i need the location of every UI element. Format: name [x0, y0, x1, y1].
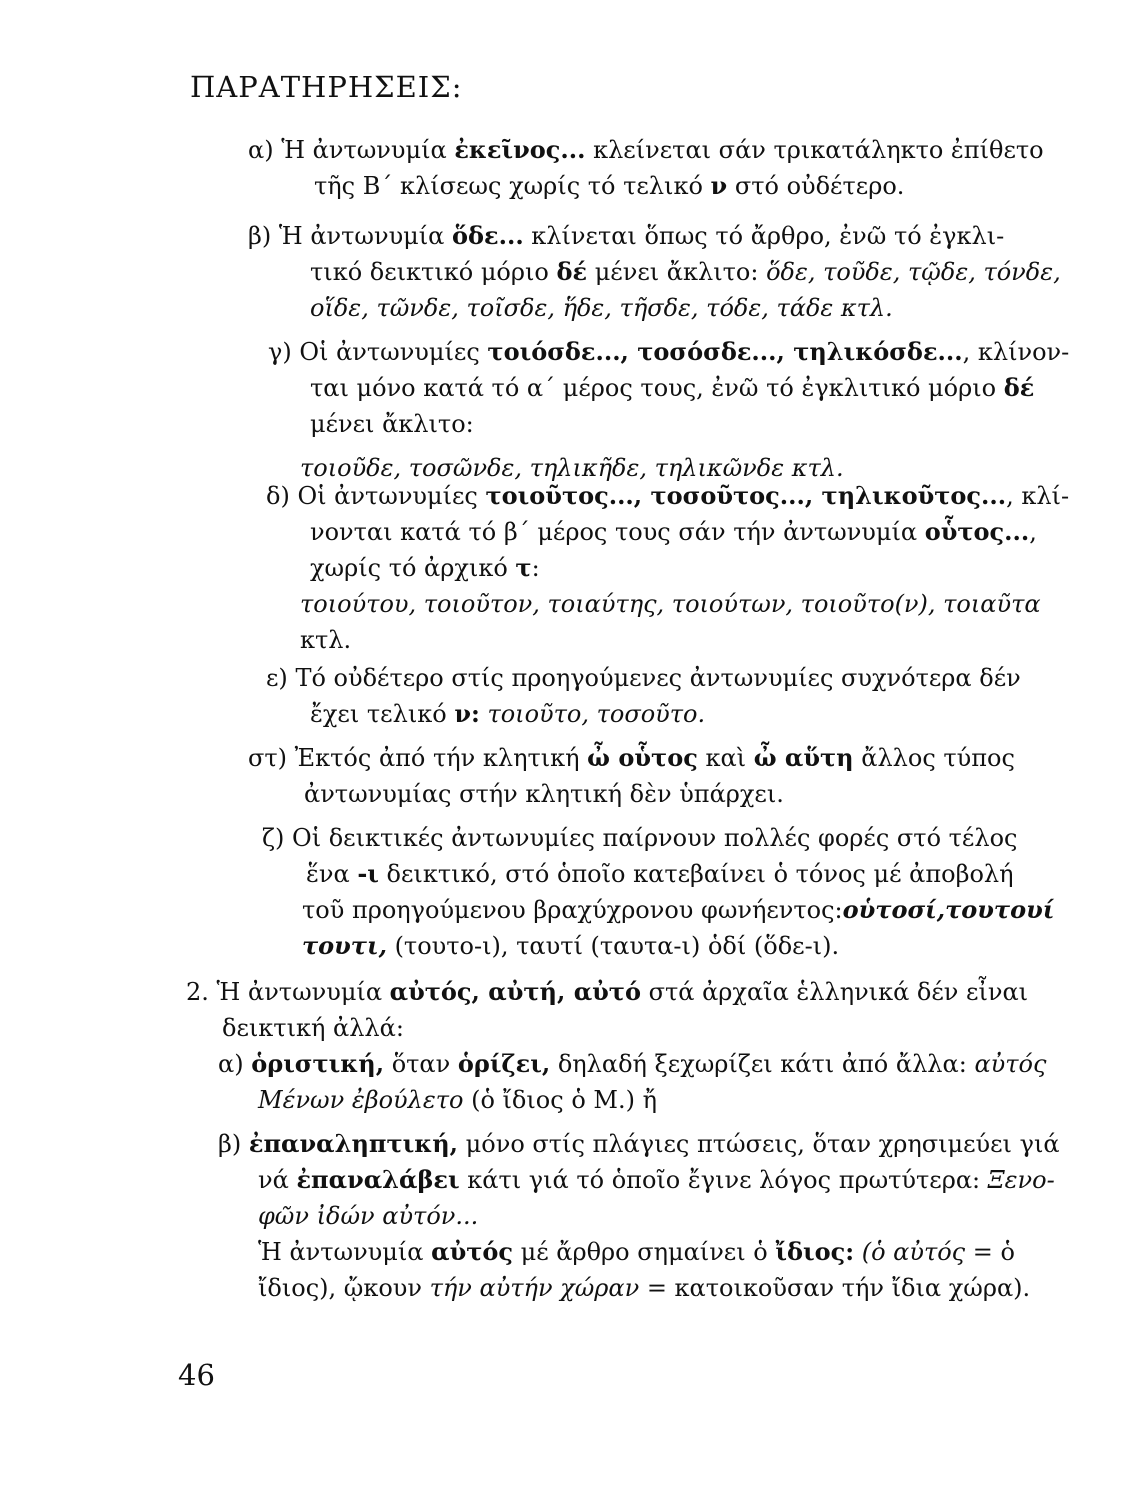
text-run: κλείνεται σάν τρικατάληκτο ἐπίθετο — [585, 136, 1044, 164]
text-line — [266, 586, 1069, 622]
text-run: τοιόσδε..., τοσόσδε..., τηλικόσδε... — [487, 337, 963, 366]
page-heading: ΠΑΡΑΤΗΡΗΣΕΙΣ: — [190, 70, 463, 104]
text-run: Ἡ ἀντωνυμία — [278, 222, 452, 250]
text-line — [262, 892, 1054, 928]
text-runs — [258, 1238, 1015, 1266]
text-run: τ — [515, 553, 532, 582]
item-label: ζ) — [262, 824, 285, 852]
item-label: β) — [248, 222, 272, 250]
text-run: αὐτός, αὐτή, αὐτό — [389, 977, 641, 1006]
text-run: αὐτός — [974, 1050, 1047, 1078]
text-run: οὗτος... — [924, 517, 1030, 546]
text-runs — [310, 518, 1037, 546]
text-run: Οἱ ἀντωνυμίες — [297, 482, 486, 510]
text-runs — [258, 1202, 478, 1230]
text-runs — [251, 1050, 1046, 1078]
text-run: ὅταν — [384, 1050, 458, 1078]
text-run: Ἡ ἀντωνυμία — [258, 1238, 432, 1266]
item-label: δ) — [266, 482, 290, 510]
text-run: ἴδιος), ᾤκουν — [258, 1274, 430, 1302]
text-run: μένει ἄκλιτο: — [587, 258, 767, 286]
text-run: κτλ. — [300, 626, 352, 654]
text-runs — [310, 374, 1034, 402]
text-run: φῶν ἰδών αὐτόν... — [258, 1202, 479, 1230]
note-stigma — [248, 740, 1015, 812]
text-line — [268, 334, 1069, 370]
text-run: , κλί- — [1006, 482, 1070, 510]
text-run: ται μόνο κατά τό α΄ μέρος τους, ἐνῶ τό ἐγκλιτικό μόριο — [310, 374, 1004, 402]
text-run: Μένων ἐβούλετο — [258, 1086, 464, 1114]
text-runs — [300, 626, 351, 654]
text-runs — [310, 410, 474, 438]
text-run: στά ἀρχαῖα ἑλληνικά δέν εἶναι — [640, 978, 1029, 1006]
note-gamma — [268, 334, 1069, 486]
text-run: τοιοῦτος..., τοσοῦτος..., τηλικοῦτος... — [485, 481, 1007, 510]
text-line — [218, 1198, 1060, 1234]
text-run: μόνο στίς πλάγιες πτώσεις, ὅταν χρησιμεύει γιά — [458, 1130, 1060, 1158]
text-run: ἐπαναλάβει — [296, 1165, 460, 1194]
text-run: ὅδε... — [452, 221, 524, 250]
item-label: γ) — [268, 338, 292, 366]
text-run: ἀντωνυμίας στήν κλητική δὲν ὑπάρχει. — [304, 780, 784, 808]
text-run: ν: — [454, 699, 480, 728]
text-run: Ἡ ἀντωνυμία — [281, 136, 455, 164]
text-run: -ι — [357, 859, 379, 888]
text-run: τοιοῦτο, τοσοῦτο. — [479, 700, 706, 728]
text-line — [262, 856, 1054, 892]
text-run: κλίνεται ὅπως τό ἄρθρο, ἐνῶ τό ἐγκλι- — [523, 222, 1005, 250]
item-label: ε) — [266, 664, 288, 692]
text-line — [218, 1270, 1060, 1306]
text-line — [248, 740, 1015, 776]
text-run: οἵδε, τῶνδε, τοῖσδε, ἥδε, τῆσδε, τόδε, τάδε κτλ. — [310, 294, 893, 322]
text-runs — [281, 136, 1043, 164]
text-run: νά — [258, 1166, 297, 1194]
text-runs — [302, 896, 1054, 924]
text-run: : — [531, 554, 540, 582]
text-run: ἐκεῖνος... — [454, 135, 586, 164]
page-number: 46 — [178, 1358, 215, 1392]
text-run: (ὁ αὐτός — [854, 1238, 966, 1266]
text-run: ὦ οὗτος — [587, 743, 698, 772]
text-runs — [297, 482, 1069, 510]
text-runs — [295, 664, 1020, 692]
text-run: νονται κατά τό β΄ μέρος τους σάν τήν ἀντωνυμία — [310, 518, 925, 546]
text-run: τικό δεικτικό μόριο — [310, 258, 557, 286]
text-run: δέ — [556, 257, 588, 286]
text-run: ὁριστική, — [251, 1049, 385, 1078]
text-run: κάτι γιά τό ὁποῖο ἔγινε λόγος πρωτύτερα: — [459, 1166, 988, 1194]
text-line — [266, 622, 1069, 658]
text-runs — [292, 824, 1017, 852]
text-line — [186, 974, 1028, 1010]
text-run: , κλίνον- — [962, 338, 1070, 366]
item-label: β) — [218, 1130, 242, 1158]
text-run: δεικτικό, στό ὁποῖο κατεβαίνει ὁ τόνος μέ ἀποβολή — [378, 860, 1014, 888]
text-run: τῆς Β΄ κλίσεως χωρίς τό τελικό — [314, 172, 711, 200]
text-line — [248, 776, 1015, 812]
note-delta — [266, 478, 1069, 658]
text-line — [218, 1234, 1060, 1270]
text-run: αὐτός — [431, 1237, 513, 1266]
note-zeta — [262, 820, 1054, 964]
text-line — [248, 168, 1044, 204]
text-line — [266, 478, 1069, 514]
text-runs — [300, 590, 1041, 618]
text-run: (τουτο-ι), ταυτί (ταυτα-ι) ὁδί (ὅδε-ι). — [386, 932, 840, 960]
text-run: τουτι, — [302, 931, 387, 960]
item-label: στ) — [248, 744, 288, 772]
text-runs — [217, 978, 1029, 1006]
section-number: 2. — [186, 978, 209, 1006]
text-run: ὅδε, τοῦδε, τῷδε, τόνδε, — [766, 258, 1061, 286]
text-run: ν — [710, 171, 728, 200]
text-run: τοιοῦδε, τοσῶνδε, τηλικῆδε, τηλικῶνδε κτλ. — [300, 454, 844, 482]
text-line — [268, 370, 1069, 406]
text-runs — [310, 554, 540, 582]
text-run: (ὁ ἴδιος ὁ Μ.) ἤ — [463, 1086, 657, 1114]
text-run: οὑτοσί,τουτουί — [842, 895, 1055, 924]
text-run: = κατοικοῦσαν τήν ἴδια χώρα). — [639, 1274, 1031, 1302]
text-run: δεικτική ἀλλά: — [222, 1014, 404, 1042]
text-line — [266, 696, 1021, 732]
text-runs — [295, 744, 1015, 772]
section-2-alpha — [218, 1046, 1046, 1118]
text-line — [268, 406, 1069, 442]
text-run: ἄλλος τύπος — [853, 744, 1015, 772]
text-run: ὁρίζει, — [457, 1049, 551, 1078]
text-line — [266, 660, 1021, 696]
text-runs — [258, 1086, 657, 1114]
text-run: μέ ἄρθρο σημαίνει ὁ — [513, 1238, 776, 1266]
text-line — [248, 254, 1061, 290]
text-runs — [222, 1014, 404, 1042]
text-runs — [258, 1166, 1055, 1194]
text-line — [266, 514, 1069, 550]
text-line — [248, 290, 1061, 326]
text-runs — [304, 780, 784, 808]
section-2-beta — [218, 1126, 1060, 1306]
text-line — [248, 132, 1044, 168]
text-line — [262, 820, 1054, 856]
text-run: ἴδιος: — [775, 1237, 855, 1266]
text-runs — [310, 294, 893, 322]
item-label: α) — [218, 1050, 244, 1078]
text-run: στό οὐδέτερο. — [727, 172, 905, 200]
note-epsilon — [266, 660, 1021, 732]
text-line — [218, 1082, 1046, 1118]
text-runs — [310, 258, 1061, 286]
text-runs — [279, 222, 1004, 250]
text-line — [262, 928, 1054, 964]
text-run: ὦ αὕτη — [753, 743, 854, 772]
text-run: δηλαδή ξεχωρίζει κάτι ἀπό ἄλλα: — [550, 1050, 975, 1078]
text-run: = ὁ — [965, 1238, 1015, 1266]
text-run: Οἱ δεικτικές ἀντωνυμίες παίρνουν πολλές φορές στό τέλος — [292, 824, 1018, 852]
text-run: ἕνα — [306, 860, 358, 888]
text-run: ἐπαναληπτική, — [248, 1129, 459, 1158]
text-line — [248, 218, 1061, 254]
text-runs — [310, 700, 705, 728]
note-beta — [248, 218, 1061, 326]
text-run: μένει ἄκλιτο: — [310, 410, 474, 438]
text-runs — [306, 860, 1014, 888]
text-line — [218, 1046, 1046, 1082]
text-line — [266, 550, 1069, 586]
text-run: ἔχει τελικό — [310, 700, 455, 728]
text-run: , — [1029, 518, 1037, 546]
text-run: τοιούτου, τοιοῦτον, τοιαύτης, τοιούτων, τοιοῦτο(ν), τοιαῦτα — [300, 590, 1041, 618]
text-runs — [258, 1274, 1030, 1302]
text-run: Ξενο- — [987, 1166, 1055, 1194]
section-2 — [186, 974, 1028, 1046]
text-run: Ἡ ἀντωνυμία — [216, 978, 390, 1006]
text-runs — [299, 338, 1069, 366]
note-alpha — [248, 132, 1044, 204]
text-run: Τό οὐδέτερο στίς προηγούμενες ἀντωνυμίες συχνότερα δέν — [295, 664, 1021, 692]
text-run: χωρίς τό ἀρχικό — [310, 554, 516, 582]
text-run: Ἐκτός ἀπό τήν κλητική — [294, 744, 588, 772]
text-runs — [302, 932, 839, 960]
text-line — [186, 1010, 1028, 1046]
text-run: τήν αὐτήν χώραν — [429, 1274, 640, 1302]
text-line — [218, 1126, 1060, 1162]
text-runs — [249, 1130, 1060, 1158]
text-run: τοῦ προηγούμενου βραχύχρονου φωνήεντος: — [302, 896, 843, 924]
item-label: α) — [248, 136, 274, 164]
text-run: καὶ — [697, 744, 754, 772]
text-run: δέ — [1003, 373, 1035, 402]
text-run: Οἱ ἀντωνυμίες — [299, 338, 488, 366]
text-line — [218, 1162, 1060, 1198]
text-runs — [314, 172, 904, 200]
